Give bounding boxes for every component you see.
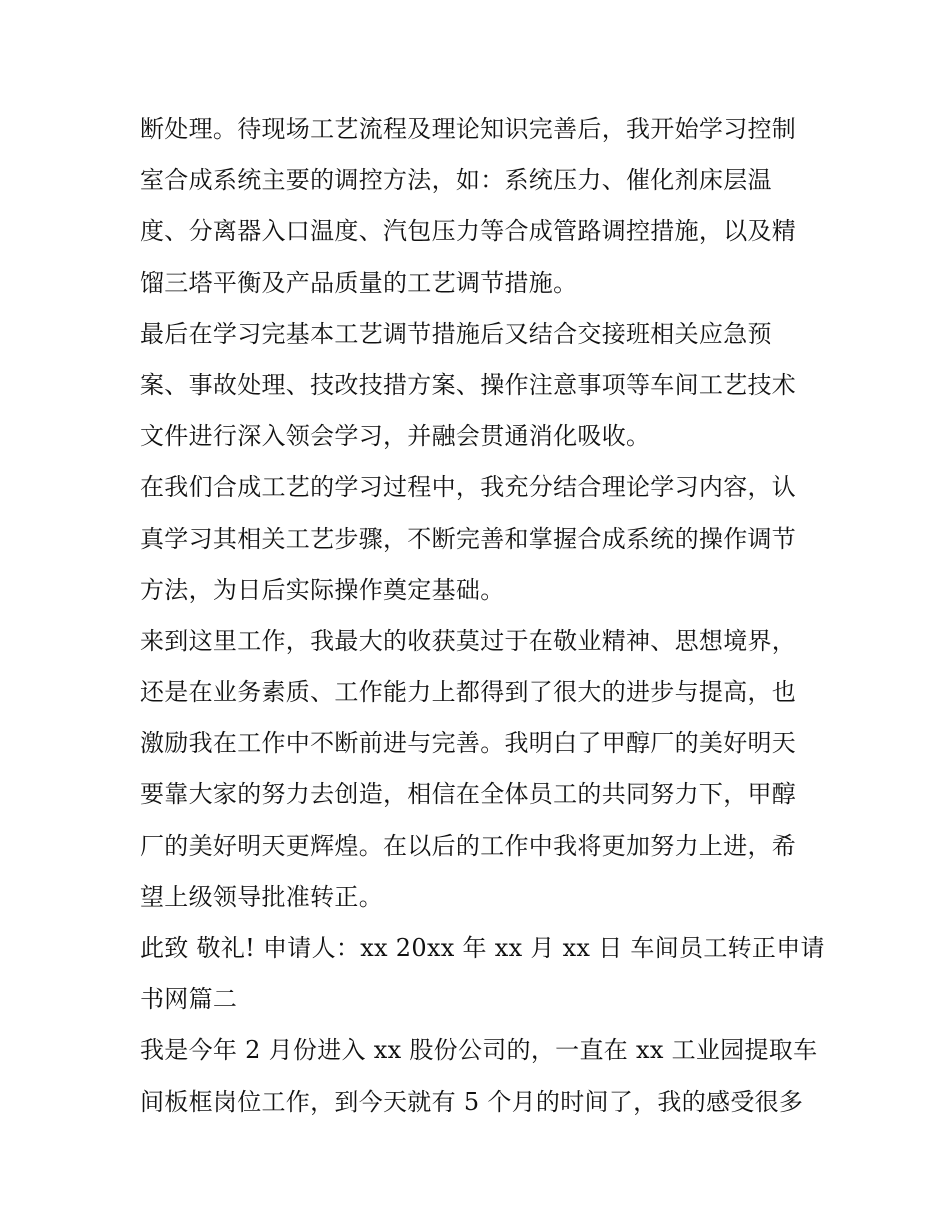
text-line: 度、分离器入口温度、汽包压力等合成管路调控措施，以及精: [140, 217, 797, 246]
text-line: 文件进行深入领会学习，并融会贯通消化吸收。: [140, 422, 651, 451]
text-line: 真学习其相关工艺步骤，不断完善和掌握合成系统的操作调节: [140, 524, 797, 553]
text-line: 在我们合成工艺的学习过程中，我充分结合理论学习内容，认: [140, 473, 797, 502]
document-body: [140, 104, 825, 1128]
text-line: 我是今年 2 月份进入 xx 股份公司的，一直在 xx 工业园提取车: [140, 1036, 818, 1065]
text-line: 要靠大家的努力去创造，相信在全体员工的共同努力下，甲醇: [140, 780, 797, 809]
text-line: 来到这里工作，我最大的收获莫过于在敬业精神、思想境界，: [140, 626, 797, 655]
text-line: 此致 敬礼! 申请人：xx 20xx 年 xx 月 xx 日 车间员工转正申请: [140, 934, 825, 962]
text-line: 还是在业务素质、工作能力上都得到了很大的进步与提高，也: [140, 678, 797, 707]
text-line: 馏三塔平衡及产品质量的工艺调节措施。: [140, 268, 578, 297]
text-line: 书网篇二: [140, 985, 238, 1014]
text-line: 案、事故处理、技改技措方案、操作注意事项等车间工艺技术: [140, 370, 797, 399]
text-line: 方法，为日后实际操作奠定基础。: [140, 575, 505, 604]
text-line: 室合成系统主要的调控方法，如：系统压力、催化剂床层温: [140, 166, 772, 195]
text-line: 激励我在工作中不断前进与完善。我明白了甲醇厂的美好明天: [140, 729, 797, 758]
text-line: 最后在学习完基本工艺调节措施后又结合交接班相关应急预: [140, 319, 772, 348]
text-line: 望上级领导批准转正。: [140, 882, 383, 911]
text-line: 厂的美好明天更辉煌。在以后的工作中我将更加努力上进，希: [140, 831, 797, 860]
text-line: 间板框岗位工作，到今天就有 5 个月的时间了，我的感受很多: [140, 1087, 804, 1116]
text-line: 断处理。待现场工艺流程及理论知识完善后，我开始学习控制: [140, 115, 797, 143]
